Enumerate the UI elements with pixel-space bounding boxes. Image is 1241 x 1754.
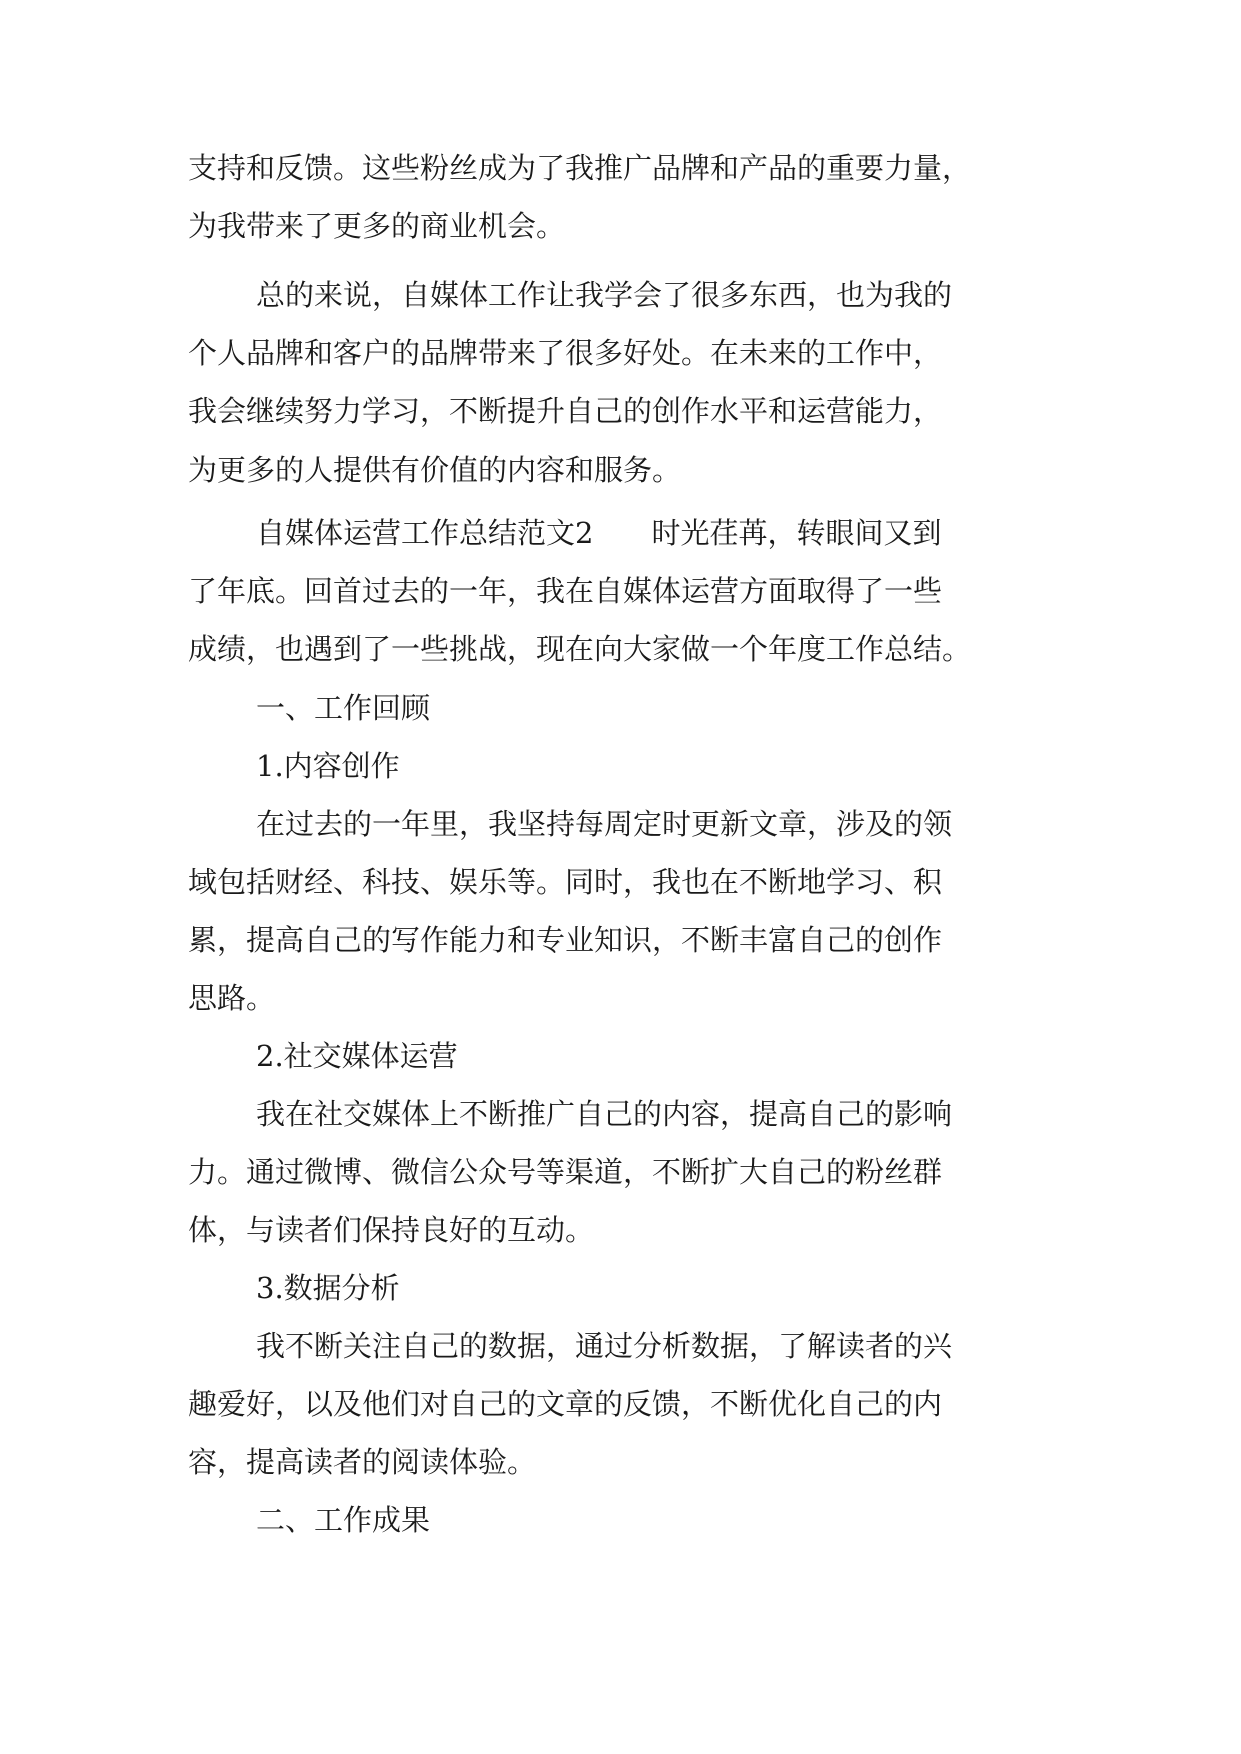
- text-line: 趣爱好，以及他们对自己的文章的反馈，不断优化自己的内: [188, 1387, 943, 1421]
- subsection-heading: 3.数据分析: [256, 1271, 400, 1305]
- text-line: 总的来说，自媒体工作让我学会了很多东西，也为我的: [256, 278, 953, 312]
- text-line: 为更多的人提供有价值的内容和服务。: [188, 453, 682, 487]
- text-line: 域包括财经、科技、娱乐等。同时，我也在不断地学习、积: [188, 865, 943, 899]
- text-line: 支持和反馈。这些粉丝成为了我推广品牌和产品的重要力量，: [188, 151, 972, 185]
- text-line: 为我带来了更多的商业机会。: [188, 209, 566, 243]
- text-line: 我不断关注自己的数据，通过分析数据，了解读者的兴: [256, 1329, 953, 1363]
- text-line: 了年底。回首过去的一年，我在自媒体运营方面取得了一些: [188, 574, 943, 608]
- text-line: 我在社交媒体上不断推广自己的内容，提高自己的影响: [256, 1097, 953, 1131]
- text-line: 体，与读者们保持良好的互动。: [188, 1213, 595, 1247]
- text-line: 我会继续努力学习，不断提升自己的创作水平和运营能力，: [188, 394, 943, 428]
- section-heading: 一、工作回顾: [256, 691, 431, 725]
- subsection-heading: 1.内容创作: [256, 749, 400, 783]
- text-line: 累，提高自己的写作能力和专业知识，不断丰富自己的创作: [188, 923, 943, 957]
- subsection-heading: 2.社交媒体运营: [256, 1039, 458, 1073]
- text-line: 思路。: [188, 981, 276, 1015]
- section-heading: 二、工作成果: [256, 1503, 431, 1537]
- text-line: 自媒体运营工作总结范文2 时光荏苒，转眼间又到: [256, 516, 942, 550]
- text-line: 成绩，也遇到了一些挑战，现在向大家做一个年度工作总结。: [188, 632, 972, 666]
- text-line: 容，提高读者的阅读体验。: [188, 1445, 537, 1479]
- text-line: 在过去的一年里，我坚持每周定时更新文章，涉及的领: [256, 807, 953, 841]
- text-line: 个人品牌和客户的品牌带来了很多好处。在未来的工作中，: [188, 336, 943, 370]
- text-line: 力。通过微博、微信公众号等渠道，不断扩大自己的粉丝群: [188, 1155, 943, 1189]
